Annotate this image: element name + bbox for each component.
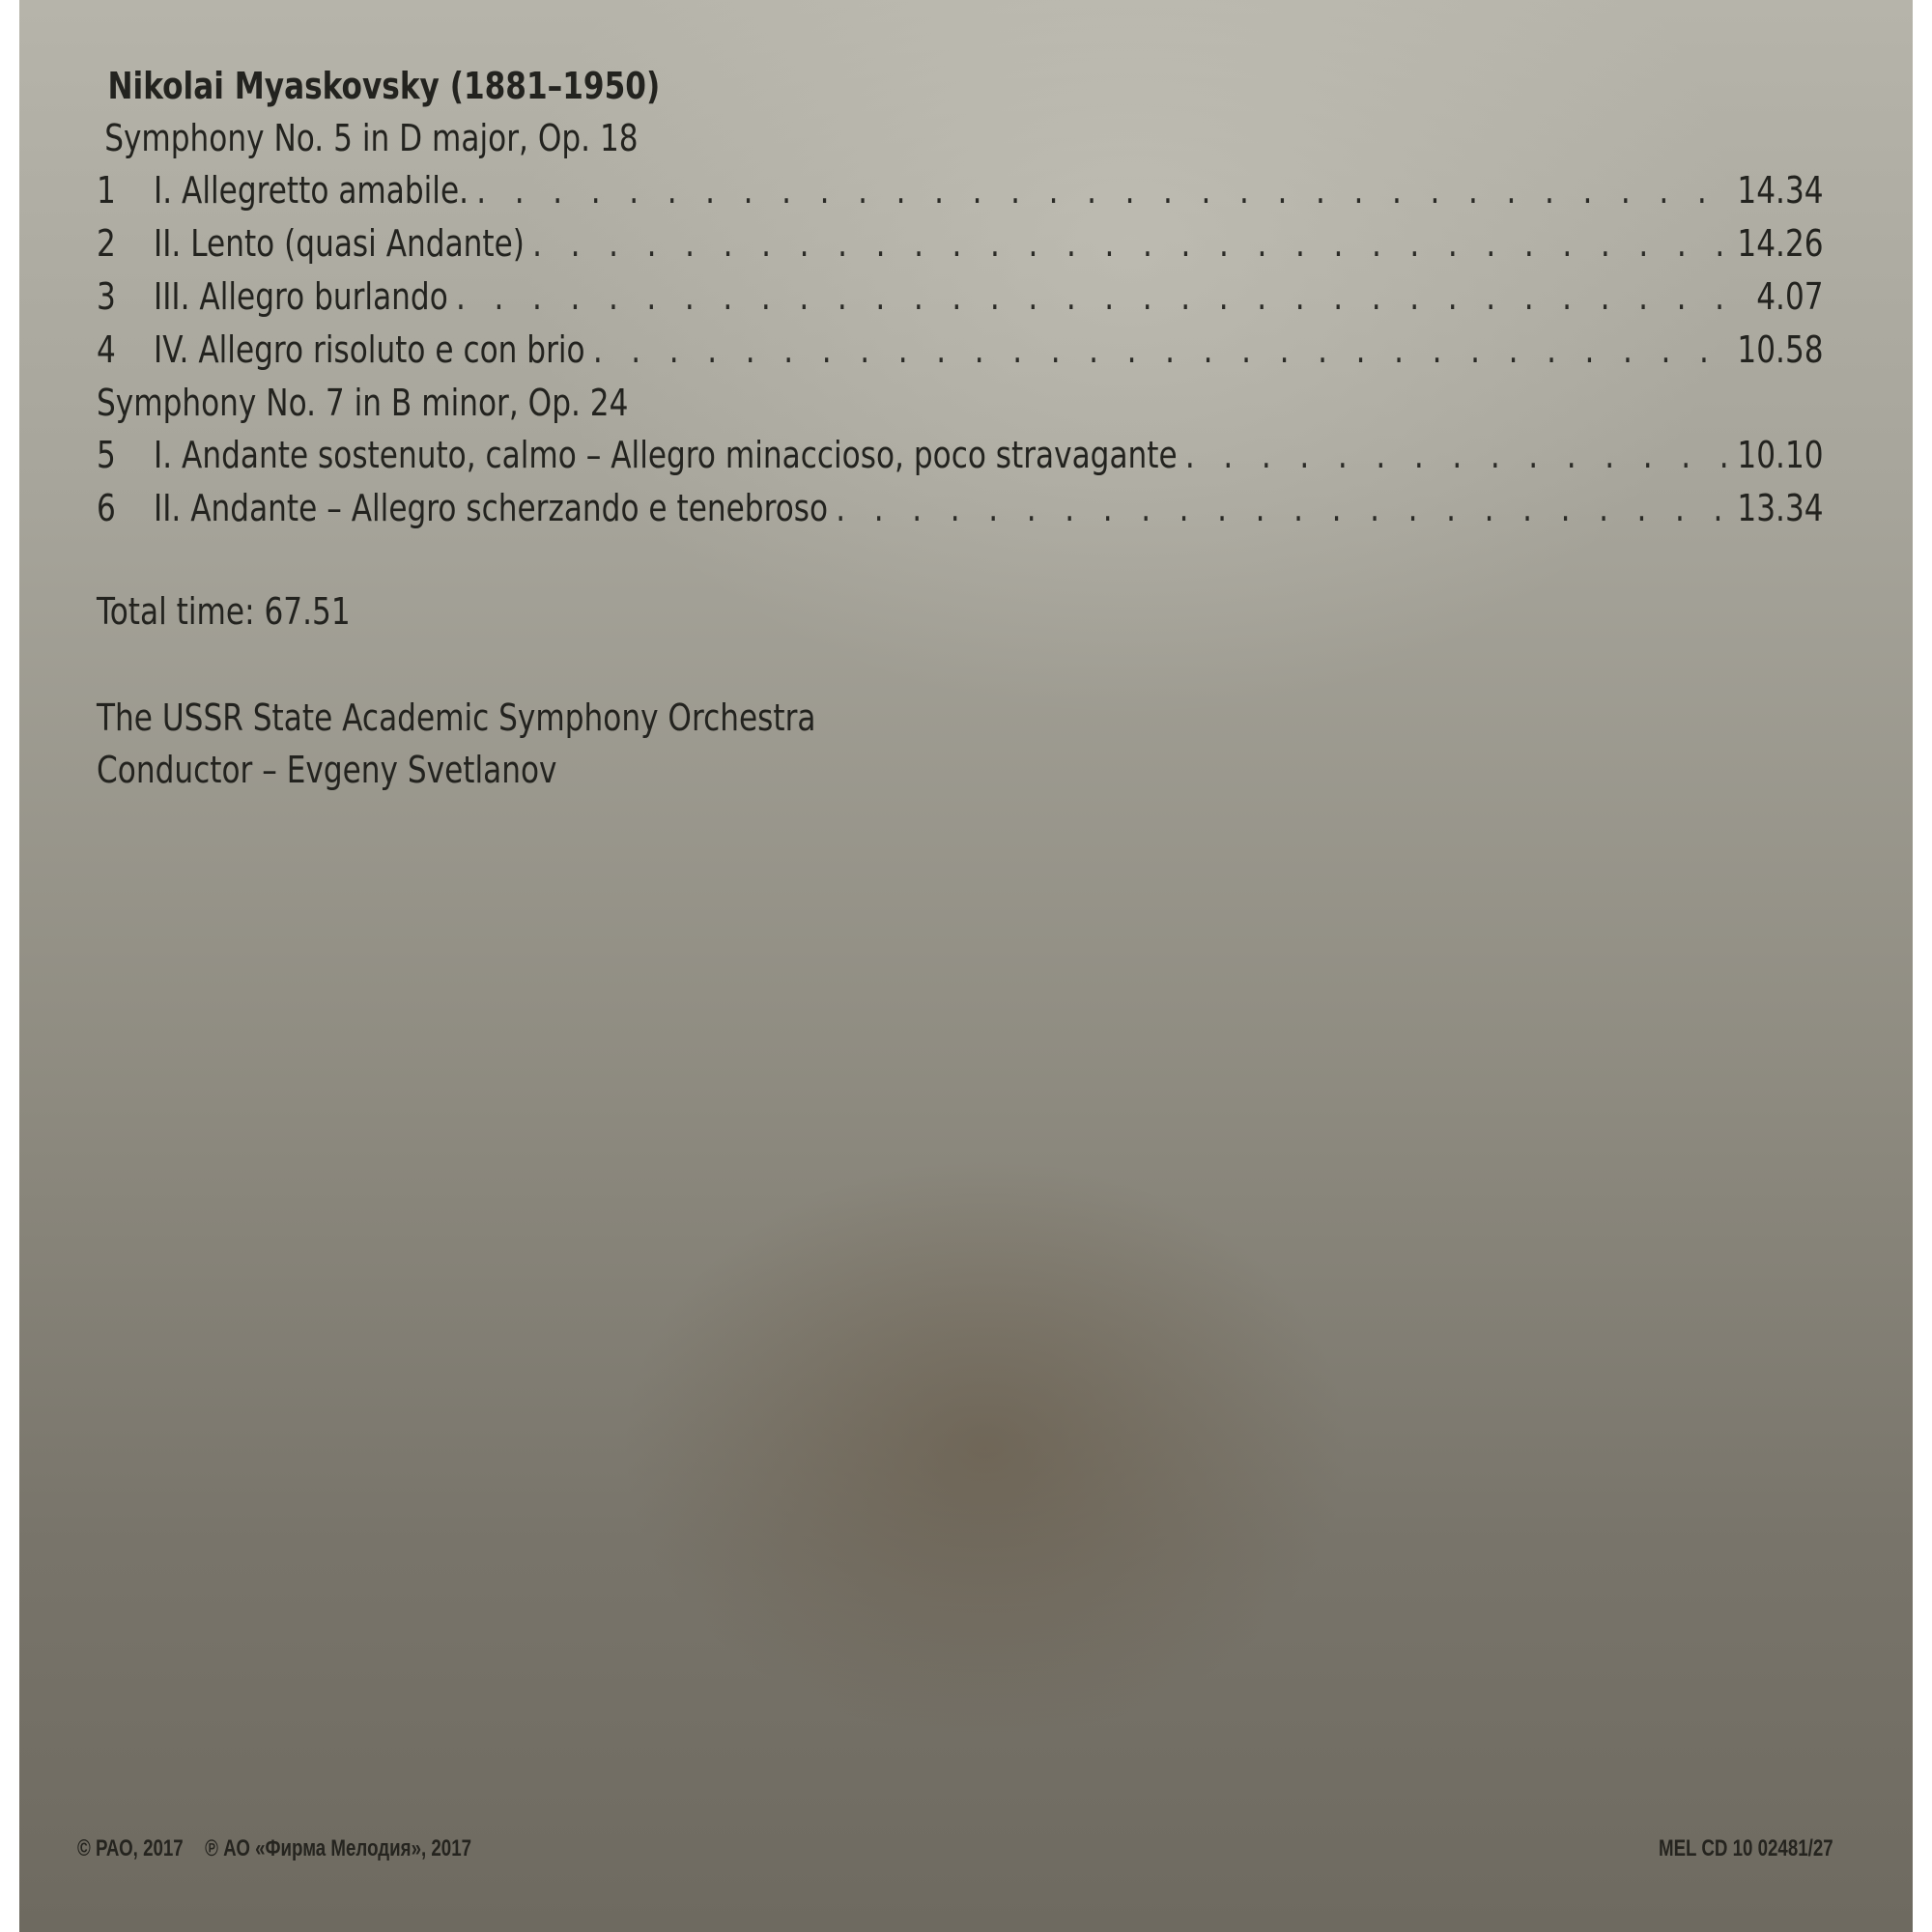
catalog-number: MEL CD 10 02481/27 (1659, 1835, 1833, 1861)
track-row (97, 482, 1824, 535)
dot-leader (1185, 429, 1729, 482)
track-duration: 4.07 (1756, 275, 1824, 318)
performers-block (97, 692, 1530, 796)
dot-leader (476, 164, 1729, 217)
track-title: II. Lento (quasi Andante) (154, 222, 525, 265)
track-duration: 13.34 (1737, 487, 1824, 529)
work-title-symphony-5: Symphony No. 5 in D major, Op. 18 (104, 117, 639, 159)
tracklist-block (97, 60, 1824, 796)
track-row (97, 429, 1824, 482)
track-row (97, 324, 1824, 377)
orchestra-name: The USSR State Academic Symphony Orchestra (97, 696, 816, 739)
work-title-symphony-7: Symphony No. 7 in B minor, Op. 24 (97, 382, 629, 424)
track-duration: 14.26 (1737, 222, 1824, 265)
track-title: I. Andante sostenuto, calmo – Allegro minaccioso, poco stravagante (154, 434, 1178, 476)
track-title: III. Allegro burlando (154, 275, 448, 318)
phonogram-notice: ℗ АО «Фирма Мелодия», 2017 (205, 1835, 472, 1861)
composer-name: Nikolai Myaskovsky (1881–1950) (107, 65, 661, 107)
track-number: 4 (97, 328, 116, 371)
track-number: 5 (97, 434, 116, 476)
track-number: 3 (97, 275, 116, 318)
dot-leader (456, 270, 1745, 324)
total-time: Total time: 67.51 (97, 590, 351, 633)
dot-leader (836, 482, 1729, 535)
track-row (97, 164, 1824, 217)
track-number: 2 (97, 222, 116, 265)
track-row (97, 270, 1824, 324)
cd-back-card (19, 0, 1913, 1932)
track-number: 1 (97, 169, 116, 212)
track-title: IV. Allegro risoluto e con brio (154, 328, 585, 371)
track-duration: 10.58 (1737, 328, 1824, 371)
track-duration: 14.34 (1737, 169, 1824, 212)
dot-leader (532, 217, 1729, 270)
conductor-name: Conductor – Evgeny Svetlanov (97, 749, 557, 791)
track-number: 6 (97, 487, 116, 529)
track-duration: 10.10 (1737, 434, 1824, 476)
dot-leader (593, 324, 1729, 377)
copyright-notice: © РАО, 2017 (77, 1835, 184, 1861)
track-title: I. Allegretto amabile. (154, 169, 469, 212)
track-title: II. Andante – Allegro scherzando e tenebroso (154, 487, 829, 529)
track-row (97, 217, 1824, 270)
footer-copyright (77, 1835, 488, 1862)
